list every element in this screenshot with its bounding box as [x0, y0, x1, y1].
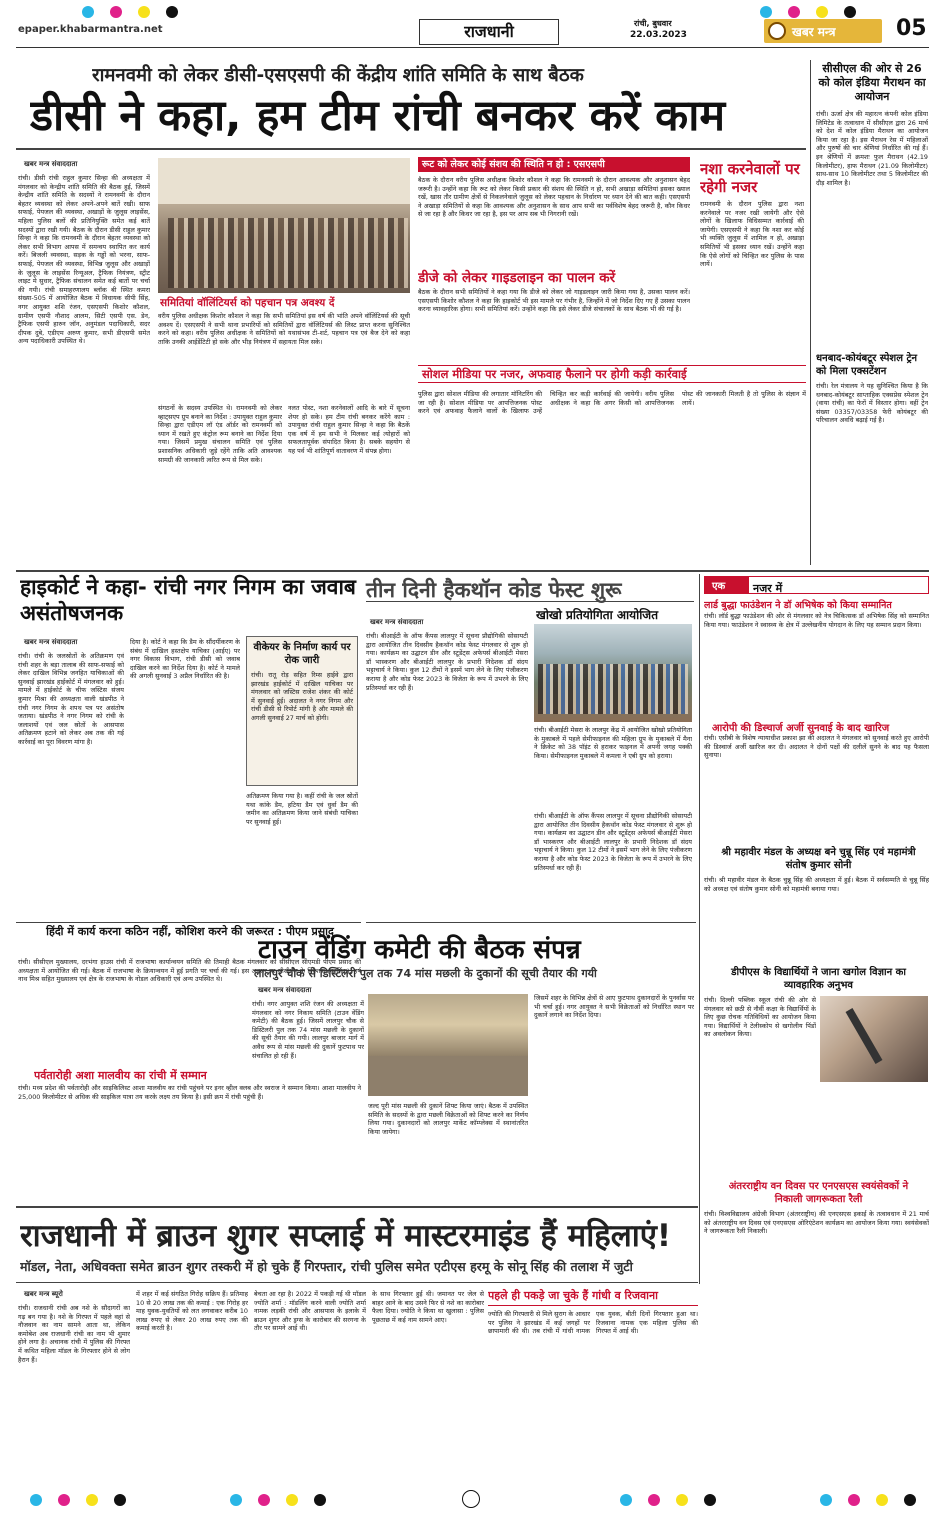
malaviya-headline: पर्वतारोही अशा मालवीय का रांची में सम्मान — [34, 1069, 207, 1082]
lead-rule — [16, 148, 806, 150]
registration-dot-black-2 — [844, 6, 856, 18]
hc-text: रांची। रांची के जलस्रोतों के अतिक्रमण एवं रांची शहर के बड़ा तालाब की साफ-सफाई को लेकर दाखिल विभिन्न जनहित याचिकाओं की सुनवाई झारखंड हाईकोर्ट में मंगलवार को हुई। मामले में हाईकोर्ट के चीफ जस्टिस संजय कुमार मिश्रा की अध्यक्षता वाली खंडपीठ ने रांची नगर निगम के शपथ पत्र पर असंतोष जताया। खंडपीठ ने नगर निगम को रांची के जलाशयों एवं जल स्रोतों के आसपास अतिक्रमण हटाने को लेकर अब तक की गई कार्रवाई का पूरा विवरण मांगा है। — [18, 652, 124, 746]
registration-dot-yellow — [138, 6, 150, 18]
brown-box — [488, 1288, 698, 1468]
brown-headline: राजधानी में ब्राउन शुगर सप्लाई में मास्टरमाइंड हैं महिलाएं! — [20, 1218, 672, 1254]
side2-t4: रांची। दिल्ली पब्लिक स्कूल रांची की ओर से मंगलवार को छठी से नौवीं कक्षा के विद्यार्थियों के लिए कुछ रोचक गतिविधियों का आयोजन किया गया। विद्यार्थियों ने टेलीस्कोप से खगोलीय पिंडों का अवलोकन किया। — [704, 996, 816, 1039]
hc-byline: खबर मन्त्र संवाददाता — [24, 638, 78, 646]
section-rule-1 — [16, 570, 929, 572]
hc-box — [246, 636, 358, 786]
side2-photo — [820, 996, 928, 1082]
side2-tag-band — [704, 576, 929, 594]
sub4-text: बैठक के दौरान सभी समितियों ने कहा गया कि डीजे को लेकर जो गाइडलाइन जारी किया गया है, उसका पालन करें। एसएसपी किशोर कौशल ने कहा कि हाइकोर्ट भी इस मामले पर गंभीर है, जिन्होंने में जो निर्देश दिए गए हैं उसका पालन करना व्यावहारिक होगा। सभी समितियां करें। उन्होंने कहा कि इसे लेकर डीजे संचालकों के साथ बैठक भी की गई है। — [418, 288, 690, 314]
sub2-title: रूट को लेकर कोई संशय की स्थिति न हो : एसएसपी — [422, 159, 605, 170]
bottom-dot-cyan-3 — [620, 1494, 632, 1506]
lead-byline: खबर मन्त्र संवाददाता — [24, 160, 78, 168]
bottom-dot-black-2 — [314, 1494, 326, 1506]
hackathon-text3: रांची। बीआईटी के ऑफ कैंपस लालपुर में सूचना प्रौद्योगिकी सोसायटी द्वारा आयोजित तीन दिवसीय हैकथॉन कोड फेस्ट मंगलवार से शुरू हो गया। कार्यक्रम का उद्घाटन डीन और स्टूडेंट्स अफेयर्स बीआईटी मेसरा डॉ भास्करण और बीआईटी लालपुर के प्रभारी निदेशक डॉ संदय भट्टाचार्य ने किया। कुल 12 टीमों ने इसमें भाग लेने के लिए पंजीकरण कराया है और कोड फेस्ट 2023 के विजेता के रूप में उभरने के लिए प्रतिस्पर्धा कर रही हैं। — [534, 812, 692, 872]
brown-sub: मॉडल, नेता, अधिवक्ता समेत ब्राउन शुगर तस्करी में हो चुके हैं गिरफ्तार, रांची पुलिस समेत एटीएस हरमू के सोनू सिंह की तलाश में जुटी — [20, 1259, 633, 1274]
brown-box-text: ज्योति की गिरफ्तारी से मिले सुराग के आधार पर पुलिस ने झारखंड में कई जगहों पर छापामारी की थी। तब रांची में गांधी नामक एक युवक, बीती दिनों गिरफ्तार हुआ था। रिजवाना नामक एक महिला पुलिस की गिरफ्त में आई थी। — [488, 1310, 698, 1336]
hackathon-headline: तीन दिनी हैकथॉन कोड फेस्ट शुरू — [366, 578, 622, 602]
hc-box-text: रांची। रातू रोड़ सहित रिम्स हाईवे द्वारा झारखंड हाईकोर्ट में दाखिल याचिका पर मंगलवार को जस्टिस राजेश शंकर की कोर्ट में सुनवाई हुई। अदालत ने नगर निगम और रांची डीसी से रिपोर्ट मांगी है और मामले की अगली सुनवाई 27 मार्च को होगी। — [251, 671, 353, 722]
lead-col-b: नलत पोस्ट, नशा करनेवालों आदि के बारे में सूचना शेयर हो सके। हम टीम रांची बनकर करेंगे काम : उपायुक्त रांची राहुल कुमार सिन्हा ने कहा कि बैठकें एक वर्ष में हम सभी ने मिलकर कई त्योहारों को सफलतापूर्वक संपादित किया है। सबके सहयोग से यह पर्व भी शांतिपूर्ण वातावरण में संपन्न होगा। — [288, 404, 410, 455]
hc-box-title: वीकेयर के निर्माण कार्य पर रोक जारी — [253, 642, 351, 666]
registration-dot-magenta — [110, 6, 122, 18]
hc-text2: दिया है। कोर्ट ने कहा कि डैम के सौंदर्यीकरण के संबंध में दाखिल हस्तक्षेप याचिका (आईए) पर नगर विकास विभाग, रांची डीसी को जवाब दाखिल करने का निर्देश दिया है। कोर्ट ने मामले की अगली सुनवाई 3 अप्रैल निर्धारित की है। — [130, 638, 240, 681]
photo1-text: वरीय पुलिस अधीक्षक किशोर कौशल ने कहा कि सभी समितियां इस वर्ष की भांति अपने वॉलिंटियर्स की सूची अवश्य दें। एसएसपी ने सभी थाना प्रभारियों को समितियों द्वारा वॉलिंटियर्स की लिस्ट प्राप्त करना सुनिश्चित करने को कहा। वरीय पुलिस अधीक्षक ने समितियों को यथासंभव टी-शर्ट, पहचान पत्र एवं बैज देने को कहा ताकि उनकी आईडेंटिटी हो सके और भीड़ नियंत्रण में सहायता मिल सके। — [158, 312, 410, 346]
side2-tag-1: एक — [712, 581, 726, 592]
bottom-dot-cyan-4 — [820, 1494, 832, 1506]
section-title: राजधानी — [464, 22, 514, 41]
photo-telescope — [846, 1008, 883, 1064]
section-rule-2 — [16, 1206, 698, 1208]
hc-text3: अतिक्रमण किया गया है। कहीं रांची के जल स्रोतों यथा कांके डैम, हटिया डैम एवं धुर्वा डैम की जमीन का अतिक्रमण किया जाने संबंधी याचिका पर सुनवाई हुई। — [246, 792, 358, 826]
brown-text2: में शहर में कई संगठित गिरोह सक्रिय हैं। प्रतिमाह 10 से 20 लाख तक की कमाई : एक गिरोह हर माह युवक-युवतियों को लत लगवाकर करीब 10 लाख रुपए से लेकर 20 लाख रुपए तक की कमाई करती है। — [136, 1290, 248, 1333]
bottom-dot-black — [114, 1494, 126, 1506]
side2-h1: लार्ड बुद्धा फाउंडेशन ने डॉ अभिषेक को किया सम्मानित — [704, 600, 892, 611]
bottom-dot-cyan-2 — [230, 1494, 242, 1506]
crosshair-mark — [462, 1490, 480, 1508]
town-rule — [366, 922, 696, 923]
bottom-dot-black-3 — [704, 1494, 716, 1506]
town-headline: टाउन वेंडिंग कमेटी की बैठक संपन्न — [258, 935, 581, 965]
page-number: 05 — [896, 16, 927, 41]
side2-h3: श्री महावीर मंडल के अध्यक्ष बने चुन्नू सिंह एवं महामंत्री संतोष कुमार सोनी — [721, 847, 916, 871]
hackathon-text: रांची। बीआईटी के ऑफ कैंपस लालपुर में सूचना प्रौद्योगिकी सोसायटी द्वारा आयोजित तीन दिवसीय हैकथॉन कोड फेस्ट मंगलवार से शुरू हो गया। कार्यक्रम का उद्घाटन डीन और स्टूडेंट्स अफेयर्स बीआईटी मेसरा डॉ भास्करण और बीआईटी लालपुर के प्रभारी निदेशक डॉ संदय भट्टाचार्य ने किया। कुल 12 टीमों ने इसमें भाग लेने के लिए पंजीकरण कराया है और कोड फेस्ट 2023 के विजेता के रूप में उभरने के लिए प्रतिस्पर्धा कर रही हैं। — [366, 632, 528, 692]
bottom-dot-black-4 — [904, 1494, 916, 1506]
bottom-dot-cyan — [30, 1494, 42, 1506]
town-text3: जिसमें शहर के विभिन्न क्षेत्रों से आए फुटपाथ दुकानदारों के पुनर्वास पर भी चर्चा हुई। नगर आयुक्त ने सभी विक्रेताओं को निर्धारित स्थान पर दुकानें लगाने का निर्देश दिया। — [534, 994, 694, 1020]
photo-group — [538, 664, 688, 714]
bottom-dot-magenta-3 — [648, 1494, 660, 1506]
page-header — [16, 18, 929, 48]
side1-headline: सीसीएल की ओर से 26 को कोल इंडिया मैराथन का आयोजन — [818, 62, 926, 103]
sub5-title: सोशल मीडिया पर नजर, अफवाह फैलाने पर होगी कड़ी कार्रवाई — [422, 367, 687, 381]
side2-tag-box — [748, 576, 929, 594]
registration-dot-cyan-2 — [760, 6, 772, 18]
lead-kicker: रामनवमी को लेकर डीसी-एसएसपी की केंद्रीय शांति समिति के साथ बैठक — [92, 65, 584, 86]
pm-headline: हिंदी में कार्य करना कठिन नहीं, कोशिश करने की जरूरत : पीएम प्रसाद — [46, 925, 334, 938]
dateline-city: रांची, बुधवार — [634, 19, 672, 28]
town-text2: जल्द पूरी मांस मछली की दुकानें शिफ्ट किया जाएं। बैठक में उपस्थित समिति के सदस्यों के द्वारा मछली विक्रेताओं को शिफ्ट करने का निर्णय लिया गया। दुकानदारों को लालपुर मार्केट कॉम्प्लेक्स में स्थानांतरित किया जायेगा। — [368, 1102, 528, 1136]
bottom-dot-magenta — [58, 1494, 70, 1506]
section-title-box — [419, 19, 559, 45]
side2-divider — [699, 574, 700, 1284]
brand-logo-mark — [768, 22, 786, 40]
photo-crowd — [168, 218, 408, 288]
brown-box-title: पहले ही पकड़े जा चुके हैं गांधी व रिजवाना — [488, 1288, 698, 1306]
side2-h5: अंतरराष्ट्रीय वन दिवस पर एनएसएस स्वयंसेवकों ने निकाली जागरूकता रैली — [728, 1181, 909, 1205]
registration-dot-cyan — [82, 6, 94, 18]
hackathon-text2: रांची। बीआईटी मेसरा के लालपुर केंद्र में आयोजित खोखो प्रतियोगिता के मुकाबले में पहले सेमीफाइनल की महिला ग्रुप के मुकाबले में मैना ने क्रिकेट को 38 पॉइंट से हराकर फाइनल में अपनी जगह पक्की किया। सेमीफाइनल मुकाबले में कमला ने एबी ग्रुप को हराया। — [534, 726, 692, 760]
side2-tag-2: नजर में — [753, 582, 783, 595]
lead-photo — [158, 158, 410, 293]
registration-dot-yellow-2 — [816, 6, 828, 18]
registration-dot-black — [166, 6, 178, 18]
town-photo — [368, 994, 528, 1096]
sub5-band — [418, 365, 806, 383]
side1-text: रांची। ऊर्जा क्षेत्र की महारत्न कंपनी कोल इंडिया लिमिटेड के तत्वाधान में सीसीएल द्वारा 26 मार्च को देश में कोल इंडिया मैराथन का आयोजन किया जा रहा है। इस मैराथन रेस में महिलाओं और पुरुषों की चार श्रेणियां निर्धारित की गई हैं। इन श्रेणियों में क्रमशः फुल मैराथन (42.19 किलोमीटर), हाफ मैराथन (21.09 किलोमीटर) साथ-साथ 10 किलोमीटर तथा 5 किलोमीटर की दौड़ शामिल है। — [816, 110, 928, 187]
side2-t5: रांची। विश्वविद्यालय अंग्रेजी विभाग (अंतरराष्ट्रीय) की एनएसएस इकाई के तत्वावधान में 21 मार्च को अंतरराष्ट्रीय वन दिवस एवं एनएसएस ओरिएंटेशन कार्यक्रम का आयोजन किया गया। स्वयंसेवकों ने जागरूकता रैली निकाली। — [704, 1210, 929, 1236]
registration-dot-magenta-2 — [788, 6, 800, 18]
lead-col-a: संगठनों के सदस्य उपस्थित थे। रामनवमी को लेकर व्हाट्सएप ग्रुप बनाने का निर्देश : उपायुक्त राहुल कुमार सिन्हा द्वारा एडीएम लॉ एंड ऑर्डर को रामनवमी को ध्यान में रखते हुए कंट्रोल रूम बनाने का निर्देश दिया गया। जिसमें प्रमुख संचालन समिति एवं पुलिस प्रशासनिक अधिकारी जुड़े रहेंगे ताकि अति आवश्यक सामग्री की जानकारी त्वरित रूप से मिल सके। — [158, 404, 282, 464]
sub2-text: बैठक के दौरान वरीय पुलिस अधीक्षक किशोर कौशल ने कहा कि रामनवमी के दौरान आवश्यक और अनुशासन बेहद जरूरी है। उन्होंने कहा कि रूट को लेकर किसी प्रकार की संशय की स्थिति न हो, सभी अखाड़ा समितियां इसका ख्याल रखें, खास तौर ग्रामीण क्षेत्रों से निकलनेवाले जुलूस को लेकर पहचान के निर्धारण पर ध्यान देने की बात कही। एसएसपी ने अखाड़ा समितियों से कहा कि आवश्यक और अनुशासन के साथ आप सभी का पर्वविशेष बेहद जरूरी है, कौन किधर से जा रहा है और किधर जा रहा है, इस पर आप सब भी निगरानी रखें। — [418, 176, 690, 219]
side1-headline2: धनबाद-कोयंबटूर स्पेशल ट्रेन को मिला एक्सटेंशन — [816, 353, 918, 377]
side2-t2: रांची। एसीबी के विशेष न्यायाधीश प्रकाश झा की अदालत ने मंगलवार को सुनवाई करते हुए आरोपी की डिस्चार्ज अर्जी खारिज कर दी। अदालत ने दोनों पक्षों की दलीलें सुनने के बाद यह फैसला सुनाया। — [704, 734, 929, 760]
site-url[interactable]: epaper.khabarmantra.net — [18, 24, 163, 35]
lead-col1: रांची। डीसी रांची राहुल कुमार सिन्हा की अध्यक्षता में मंगलवार को केन्द्रीय शांति समिति की बैठक हुई, जिसमें केन्द्रीय शांति समिति के सदस्यों ने रामनवमी के दौरान बेहतर व्यवस्था को लेकर अपने-अपने बातें रखी। साफ सफाई, पेयजल की व्यवस्था, अखाड़ों के जुलूस लाइसेंस, महिला पुलिस बलों की प्रतिनियुक्ति समेत कई बातें सदस्यों द्वारा रखी गयी। बैठक के दौरान डीसी राहुल कुमार सिन्हा ने कहा कि रामनवमी के दौरान बेहतर व्यवस्था को लेकर सभी विभाग आपस में समन्वय स्थापित कर कार्य करें। बिजली व्यवस्था, सड़क के गड्ढों को भरना, साफ-सफाई, पेयजल की व्यवस्था, विभिन्न जुलूस और अखाड़ों के जुलूस के लाइसेंस रिन्यूअल, ट्रैफिक नियंत्रण, स्ट्रीट लाइट मे सुधार, ट्रैफिक संचालन समेत कई बातों पर चर्चा की गयी। रांची समाहरणालय ब्लॉक बी स्थित कमरा संख्या-505 में आयोजित बैठक में विधायक सीपी सिंह, नगर आयुक्त शशि रंजन, एसएसपी किशोर कौशल, ग्रामीण एसपी नौशाद आलम, सिटी एसपी एस. डेन, ट्रैफिक एसपी हारुन जॉन, अनुमंडल पदाधिकारी, सदर दीपक दुबे, एडीएम अरुण कुमार, सभी डीएसपी समेत अन्य पदाधिकारी उपस्थित थे। — [18, 174, 150, 346]
bottom-dot-magenta-2 — [258, 1494, 270, 1506]
brown-rule — [16, 1282, 698, 1283]
sub3-text: रामनवमी के दौरान पुलिस द्वारा नशा करनेवाले पर नजर रखी जायेगी और ऐसे लोगों के खिलाफ विधिसम्मत कार्रवाई की जायेगी। एसएसपी ने कहा कि नशा कर कोई भी व्यक्ति जुलूस में शामिल न हो, अखाड़ा समितियों भी इसका ध्यान रखें। उन्होंने कहा कि ऐसे लोगों को चिन्हित कर पुलिस के पास लायें। — [700, 200, 804, 269]
sub2-band — [418, 157, 690, 172]
brand-name: खबर मन्त्र — [792, 25, 836, 39]
side2-t3: रांची। श्री महावीर मंडल के बैठक चुन्नू सिंह की अध्यक्षता में हुई। बैठक में सर्वसम्मति से चुन्नू सिंह को अध्यक्ष एवं संतोष कुमार सोनी को महामंत्री बनाया गया। — [704, 876, 929, 893]
side2-h2: आरोपी की डिस्चार्ज अर्जी सुनवाई के बाद खारिज — [712, 723, 890, 734]
photo1-caption: समितियां वॉलिंटियर्स को पहचान पत्र अवश्य दें — [160, 297, 335, 309]
town-text: रांची। नगर आयुक्त शशि रंजन की अध्यक्षता में मंगलवार को नगर निकाय समिति (टाउन वेंडिंग कमेटी) की बैठक हुई। जिसमें लालपुर चौक से डिस्टिलरी पुल तक 74 मांस मछली के दुकानों की सूची तैयार की गयी। लालपुर बाजार मार्ग में अवैध रूप से मांस मछली की दुकानें फुटपाथ पर संचालित हो रही हैं। — [252, 1000, 364, 1060]
hackathon-photo — [534, 624, 692, 722]
hackathon-byline: खबर मन्त्र संवाददाता — [370, 618, 424, 626]
side1-divider — [810, 60, 811, 565]
hackathon-sub: खोखो प्रतियोगिता आयोजित — [536, 608, 659, 622]
pm-rule — [16, 922, 361, 923]
brown-byline: खबर मन्त्र ब्यूरो — [24, 1290, 63, 1298]
town-byline: खबर मन्त्र संवाददाता — [258, 986, 312, 994]
brown-text3: बेचता आ रहा है। 2022 में पकड़ी गई थी मॉडल ज्योति शर्मा : मॉडलिंग करने वाली ज्योति शर्मा नामक लड़की रांची और आसपास के इलाके में ब्राउन शुगर और ड्रग्स के कारोबार की सरगना के तौर पर सामने आई थी। — [254, 1290, 366, 1333]
brown-text4: के साथ गिरफ्तार हुई थी। जमानत पर जेल से बाहर आने के बाद उसने फिर से नशे का कारोबार फैला दिया। ज्योति ने किया था खुलासा : पुलिस पूछताछ में कई नाम सामने आए। — [372, 1290, 484, 1324]
photo-stage — [158, 158, 410, 204]
hc-headline: हाइकोर्ट ने कहा- रांची नगर निगम का जवाब असंतोषजनक — [20, 575, 356, 625]
brown-text: रांची। राजधानी रांची अब नशे के सौदागरों का गढ़ बन गया है। नशे के गिरफ्त में पहले वहां से नौजवान का नाम सामने आता था, लेकिन कमोबेश अब राजधानी रांची का नाम भी शुमार होने लगा है। अचानक रांची में पुलिस की गिरफ्त में कथित महिला मॉडल के गिरफ्तार होने से लोग हैरान हैं। — [18, 1304, 130, 1364]
bottom-dot-yellow-4 — [876, 1494, 888, 1506]
bottom-dot-yellow — [86, 1494, 98, 1506]
bottom-dot-yellow-3 — [676, 1494, 688, 1506]
town-sub: लालपुर चौक से डिस्टिलरी पुल तक 74 मांस मछली के दुकानों की सूची तैयार की गयी — [254, 967, 597, 980]
sub4-title: डीजे को लेकर गाइडलाइन का पालन करें — [418, 270, 616, 286]
lead-headline: डीसी ने कहा, हम टीम रांची बनकर करें काम — [30, 91, 726, 141]
dateline-date: 22.03.2023 — [630, 30, 687, 40]
hackathon-band — [366, 576, 694, 602]
brand-logo — [764, 19, 882, 43]
side2-t1: रांची। लॉर्ड बुद्धा फाउंडेशन की ओर से मंगलवार को नेत्र चिकित्सक डॉ अभिषेक सिंह को सम्मानित किया गया। फाउंडेशन ने स्वास्थ्य के क्षेत्र में उल्लेखनीय योगदान के लिए यह सम्मान प्रदान किया। — [704, 612, 929, 629]
sub5-text: पुलिस द्वारा सोशल मीडिया की लगातार मॉनिटरिंग की जा रही है। सोशल मीडिया पर आपत्तिजनक पोस्ट करने एवं अफवाह फैलाने वालों के खिलाफ उन्हें चिन्हित कर कड़ी कार्रवाई की जायेगी। वरीय पुलिस अधीक्षक ने कहा कि अगर किसी को आपत्तिजनक पोस्ट की जानकारी मिलती है तो पुलिस के संज्ञान में लायें। — [418, 390, 806, 416]
pm-text: रांची। सीसीएल मुख्यालय, दरभंगा हाउस रांची में राजभाषा कार्यान्वयन समिति की तिमाही बैठक मंगलवार को सीसीएल सीएमडी पीएम प्रसाद की अध्यक्षता में आयोजित की गई। बैठक में राजभाषा के क्रियान्वयन में हुई प्रगति पर चर्चा की गई। इस अवसर पर सीसीएल के निदेशक (कार्मिक), हर्ष नाथ मिश्र सहित मुख्यालय एवं क्षेत्र के राजभाषा के नोडल अधिकारी एवं अन्य उपस्थित थे। — [18, 958, 361, 984]
side1-text2: रांची। रेल मंत्रालय ने यह सुनिश्चित किया है कि धनबाद-कोयंबटूर साप्ताहिक एक्सप्रेस स्पेशल ट्रेन (वाया रांची) का फेरों में विस्तार होगा। वहीं ट्रेन संख्या 03357/03358 फेरी कोयंबटूर की परिचालन अवधि बढ़ाई गई है। — [816, 382, 928, 425]
bottom-dot-magenta-4 — [848, 1494, 860, 1506]
side2-h4: डीपीएस के विद्यार्थियों ने जाना खगोल विज्ञान का व्यावहारिक अनुभव — [731, 967, 906, 991]
photo-table — [368, 1056, 528, 1096]
bottom-dot-yellow-2 — [286, 1494, 298, 1506]
malaviya-text: रांची। मध्य प्रदेश की पर्वतारोही और साइकिलिस्ट आशा मालवीय का रांची पहुंचने पर इनर व्हील क्लब और स्वराज ने सम्मान किया। आशा मालवीय ने 25,000 किलोमीटर से अधिक की साइकिल यात्रा तय करके लक्ष्य तय किया है। इसी क्रम में रांची पहुंची हैं। — [18, 1084, 361, 1101]
sub3-title: नशा करनेवालों पर रहेगी नजर — [700, 160, 800, 196]
